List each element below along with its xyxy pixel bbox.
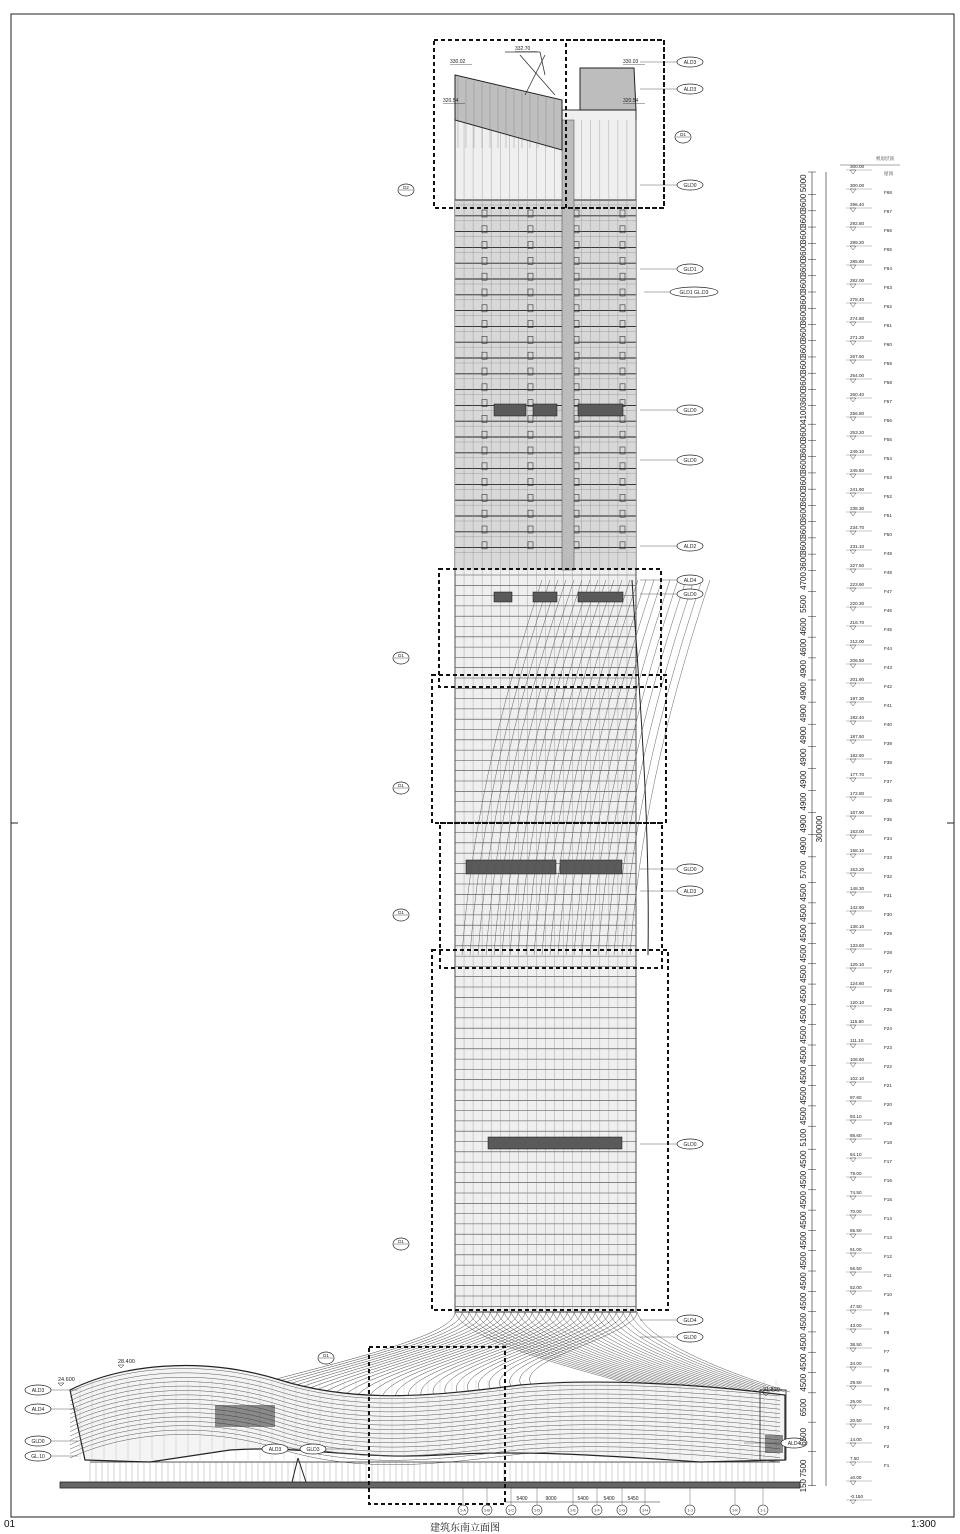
level-name: F4 — [884, 1406, 890, 1411]
level-elevation: 245.50 — [850, 468, 865, 473]
storey-height: 4900 — [799, 770, 808, 789]
sheet-title-bar — [0, 1519, 960, 1533]
storey-height: 4600 — [799, 617, 808, 636]
level-elevation: 158.10 — [850, 848, 865, 853]
level-elevation: 271.20 — [850, 335, 865, 340]
callout-label: GLD0 — [683, 1335, 697, 1341]
storey-height: 3600 — [799, 439, 808, 458]
storey-height: 3600 — [799, 274, 808, 293]
storey-height: 3600 — [799, 520, 808, 539]
level-elevation: 84.10 — [850, 1152, 862, 1157]
storey-height: 4500 — [799, 1066, 808, 1085]
callout-label: ALD2 — [683, 544, 697, 550]
level-elevation: 56.50 — [850, 1266, 862, 1271]
storey-height: 4500 — [799, 1333, 808, 1351]
level-elevation: 187.50 — [850, 734, 865, 739]
level-name: F60 — [884, 342, 892, 347]
top-elevation: 332.70 — [515, 46, 531, 52]
level-name: F2 — [884, 1444, 890, 1449]
sheet-scale: 1:300 — [910, 1519, 936, 1530]
callout-label: GLD3 — [306, 1447, 320, 1453]
level-name: F13 — [884, 1235, 892, 1240]
level-name: F40 — [884, 722, 892, 727]
level-name: F48 — [884, 570, 892, 575]
callout-label: GLD0 — [683, 458, 697, 464]
level-name: F55 — [884, 437, 892, 442]
level-elevation: 177.70 — [850, 772, 865, 777]
level-elevation: 111.10 — [850, 1038, 864, 1043]
podium-elevation: 28.400 — [118, 1359, 135, 1365]
level-name: F26 — [884, 988, 892, 993]
level-elevation: 142.60 — [850, 905, 865, 910]
storey-height: 3600 — [799, 291, 808, 310]
level-elevation: 182.60 — [850, 753, 865, 758]
grid-axis-label: 1-K — [732, 1508, 738, 1513]
level-name: F52 — [884, 494, 892, 499]
level-name: F46 — [884, 608, 892, 613]
callout-label: GLD4 — [683, 1318, 697, 1324]
callout-label: GLD0 — [683, 408, 697, 414]
storey-height: 5700 — [799, 860, 808, 879]
level-name: F24 — [884, 1026, 892, 1031]
storey-height: 4500 — [799, 1211, 808, 1230]
storey-height: 4900 — [799, 682, 808, 700]
level-elevation: 61.00 — [850, 1247, 862, 1252]
callout-label: ALD4 — [683, 578, 697, 584]
grid-axis-label: 1-F — [594, 1508, 600, 1513]
storey-height: 3600 — [799, 210, 808, 228]
level-name: F62 — [884, 304, 892, 309]
level-elevation: 220.30 — [850, 601, 865, 606]
storey-height: 4100 — [799, 406, 808, 424]
level-name: F65 — [884, 247, 892, 252]
level-name: F19 — [884, 1121, 892, 1126]
storey-height: 4500 — [799, 1373, 808, 1392]
level-elevation: 129.10 — [850, 962, 865, 967]
level-elevation: 241.90 — [850, 487, 865, 492]
callout-label: GLD0 — [31, 1439, 45, 1445]
callout-label: ALD4 — [31, 1407, 45, 1413]
level-elevation: 197.30 — [850, 696, 865, 701]
storey-height: 3600 — [799, 339, 808, 358]
level-elevation: 292.80 — [850, 221, 865, 226]
storey-height: 4500 — [799, 924, 808, 943]
storey-height: 5100 — [799, 1128, 808, 1147]
overall-height: 300000 — [815, 815, 824, 843]
level-elevation: 133.60 — [850, 943, 865, 948]
level-elevation: 38.50 — [850, 1342, 862, 1347]
level-name: F64 — [884, 266, 892, 271]
callout-label: ALD3 — [683, 60, 697, 66]
grid-axis-label: 1-G — [618, 1508, 626, 1513]
top-elevation: 320.54 — [623, 98, 639, 104]
level-elevation: 124.60 — [850, 981, 865, 986]
level-elevation: 88.60 — [850, 1133, 862, 1138]
grid-axis-label: 1-A — [460, 1508, 466, 1513]
level-name: F28 — [884, 950, 892, 955]
level-elevation: 167.90 — [850, 810, 865, 815]
level-elevation: 238.30 — [850, 506, 865, 511]
callout-label: GLD1 GL.D3 — [679, 290, 709, 296]
level-elevation: 289.20 — [850, 240, 865, 245]
level-name: 屋顶 — [884, 171, 894, 176]
storey-height: 4500 — [799, 1107, 808, 1125]
level-name: F7 — [884, 1349, 890, 1354]
level-elevation: 120.10 — [850, 1000, 865, 1005]
podium-dark-patch — [215, 1405, 275, 1427]
level-name: F66 — [884, 228, 892, 233]
level-elevation: 148.30 — [850, 886, 865, 891]
level-elevation: 106.60 — [850, 1057, 865, 1062]
storey-height: 4500 — [799, 1272, 808, 1291]
storey-height: 3600 — [799, 193, 808, 212]
level-elevation: 274.80 — [850, 316, 865, 321]
level-name: F9 — [884, 1311, 890, 1316]
storey-height: 3600 — [799, 258, 808, 277]
grid-axis-label: 1-J — [687, 1508, 693, 1513]
level-name: F8 — [884, 1330, 890, 1335]
level-table-header: 机房层顶 — [876, 156, 894, 161]
level-name: F57 — [884, 399, 892, 404]
tower-facade-grid — [455, 120, 636, 1312]
level-name: F36 — [884, 798, 892, 803]
level-name: F37 — [884, 779, 892, 784]
storey-height: 4500 — [799, 1086, 808, 1105]
storey-height: 4900 — [799, 704, 808, 723]
podium-dark-patch — [765, 1435, 783, 1453]
storey-height: 3600 — [799, 537, 808, 555]
level-elevation: 34.00 — [850, 1361, 862, 1366]
level-elevation: 47.50 — [850, 1304, 862, 1309]
detail-ref-label: D1 — [398, 653, 404, 658]
level-elevation: 163.00 — [850, 829, 865, 834]
level-elevation: 52.00 — [850, 1285, 862, 1290]
storey-height: 4500 — [799, 904, 808, 922]
grid-axis-label: 1-L — [760, 1508, 766, 1513]
level-name: F34 — [884, 836, 892, 841]
level-name: F61 — [884, 323, 892, 328]
callout-label: GLD0 — [683, 183, 697, 189]
level-name: F23 — [884, 1045, 892, 1050]
detail-ref-label: D1 — [323, 1353, 329, 1358]
refuge-band — [494, 592, 512, 602]
top-elevation: 330.03 — [623, 59, 639, 65]
storey-height: 4600 — [799, 638, 808, 657]
level-elevation: 25.00 — [850, 1399, 862, 1404]
bottom-dim: 5400 — [603, 1496, 615, 1502]
level-elevation: 256.80 — [850, 411, 865, 416]
bottom-dim: 9000 — [545, 1496, 557, 1502]
level-elevation: 97.60 — [850, 1095, 862, 1100]
level-elevation: 212.00 — [850, 639, 865, 644]
storey-height: 6500 — [799, 1398, 808, 1417]
storey-height: 3600 — [799, 504, 808, 523]
refuge-band — [494, 404, 526, 416]
level-elevation: 206.50 — [850, 658, 865, 663]
detail-ref-label: D2 — [403, 185, 409, 190]
level-name: F54 — [884, 456, 892, 461]
grid-axis-label: 1-H — [641, 1508, 649, 1513]
storey-height: 4900 — [799, 726, 808, 745]
level-name: F32 — [884, 874, 892, 879]
storey-height: 3600 — [799, 226, 808, 245]
level-name: F30 — [884, 912, 892, 917]
level-name: F51 — [884, 513, 892, 518]
level-name: F12 — [884, 1254, 892, 1259]
grid-axis-label: 1-D — [533, 1508, 541, 1513]
grid-axis-label: 1-C — [507, 1508, 515, 1513]
storey-height: 3600 — [799, 323, 808, 342]
level-name: F18 — [884, 1140, 892, 1145]
level-name: F15 — [884, 1197, 892, 1202]
callout-label: GLD0 — [683, 592, 697, 598]
level-name: F68 — [884, 190, 892, 195]
top-elevation: 330.02 — [450, 59, 466, 65]
callout-label: ALD4 — [787, 1441, 801, 1447]
level-name: F22 — [884, 1064, 892, 1069]
level-name: F11 — [884, 1273, 892, 1278]
callout-label: ALD3 — [683, 889, 697, 895]
callout-label: GL.10 — [31, 1454, 45, 1460]
level-name: F45 — [884, 627, 892, 632]
grid-axis-label: 1-B — [484, 1508, 490, 1513]
level-name: F56 — [884, 418, 892, 423]
level-name: F31 — [884, 893, 892, 898]
level-elevation: 267.60 — [850, 354, 865, 359]
storey-height: 3600 — [799, 472, 808, 490]
ground-slab — [60, 1482, 800, 1488]
detail-ref-label: D1 — [680, 132, 686, 137]
level-name: F1 — [884, 1463, 890, 1468]
storey-height: 4900 — [799, 814, 808, 833]
level-name: F33 — [884, 855, 892, 860]
storey-height: 4700 — [799, 572, 808, 590]
level-elevation: 231.10 — [850, 544, 865, 549]
level-elevation: 93.10 — [850, 1114, 862, 1119]
level-elevation: 115.60 — [850, 1019, 864, 1024]
level-elevation: 278.40 — [850, 297, 865, 302]
refuge-band — [578, 404, 623, 416]
sheet-title: 建筑东南立面图 — [430, 1523, 500, 1534]
level-elevation: 296.40 — [850, 202, 865, 207]
callout-label: ALD3 — [683, 87, 697, 93]
storey-height: 4900 — [799, 660, 808, 678]
level-elevation: 79.00 — [850, 1171, 862, 1176]
storey-height: 3600 — [799, 488, 808, 507]
storey-height: 4900 — [799, 792, 808, 811]
level-elevation: 153.20 — [850, 867, 865, 872]
ground-line — [60, 1482, 800, 1488]
level-name: F14 — [884, 1216, 892, 1221]
level-elevation: 70.00 — [850, 1209, 862, 1214]
detail-ref-label: D1 — [398, 1239, 404, 1244]
storey-height: 6500 — [799, 1427, 808, 1446]
level-elevation: 172.80 — [850, 791, 865, 796]
storey-height: 5000 — [799, 174, 808, 193]
storey-height: 4500 — [799, 1170, 808, 1189]
level-elevation: 216.70 — [850, 620, 865, 625]
storey-height: 3600 — [799, 242, 808, 261]
callout-label: ALD3 — [31, 1388, 45, 1394]
level-name: F58 — [884, 380, 892, 385]
storey-height: 4500 — [799, 1191, 808, 1209]
storey-height: 3600 — [799, 356, 808, 374]
detail-ref-label: D1 — [398, 783, 404, 788]
storey-height: 4500 — [799, 1353, 808, 1372]
level-name: F35 — [884, 817, 892, 822]
level-elevation: 7.50 — [850, 1456, 859, 1461]
storey-height: 3600 — [799, 388, 808, 407]
storey-height: 4500 — [799, 965, 808, 983]
storey-height: 4500 — [799, 1046, 808, 1065]
level-elevation: 201.90 — [850, 677, 865, 682]
storey-height: 5500 — [799, 595, 808, 613]
storey-height: 3600 — [799, 455, 808, 474]
storey-height: 4500 — [799, 944, 808, 963]
storey-height: 3600 — [799, 423, 808, 442]
level-elevation: ±0.00 — [850, 1475, 862, 1480]
storey-height: 3600 — [799, 307, 808, 326]
sheet-number: 01 — [4, 1519, 16, 1530]
refuge-band — [533, 404, 557, 416]
callout-label: GLD1 — [683, 267, 697, 273]
refuge-band — [488, 1137, 622, 1149]
bottom-dim: 5400 — [577, 1496, 589, 1502]
level-elevation: 102.10 — [850, 1076, 865, 1081]
level-name: F50 — [884, 532, 892, 537]
level-elevation: 249.10 — [850, 449, 865, 454]
storey-height: 4500 — [799, 883, 808, 902]
top-elevation: 320.54 — [443, 98, 459, 104]
level-name: F41 — [884, 703, 892, 708]
storey-height: 150 — [799, 1478, 808, 1493]
storey-height: 4500 — [799, 1312, 808, 1331]
level-elevation: 138.10 — [850, 924, 865, 929]
storey-height: 4500 — [799, 1005, 808, 1024]
level-elevation: 223.90 — [850, 582, 865, 587]
storey-height: 7500 — [799, 1459, 808, 1478]
callout-label: GLD0 — [683, 867, 697, 873]
level-name: F67 — [884, 209, 892, 214]
level-name: F6 — [884, 1368, 890, 1373]
level-name: F29 — [884, 931, 892, 936]
level-name: F47 — [884, 589, 892, 594]
level-elevation: 300.00 — [850, 164, 865, 169]
storey-height: 4500 — [799, 1025, 808, 1044]
level-name: F17 — [884, 1159, 892, 1164]
storey-height: 3600 — [799, 372, 808, 391]
level-name: F44 — [884, 646, 892, 651]
level-name: F59 — [884, 361, 892, 366]
storey-height: 4500 — [799, 1150, 808, 1169]
level-elevation: 74.50 — [850, 1190, 862, 1195]
level-name: F21 — [884, 1083, 892, 1088]
level-elevation: 227.50 — [850, 563, 865, 568]
storey-height: 4500 — [799, 1292, 808, 1311]
level-name: F63 — [884, 285, 892, 290]
storey-height: 3600 — [799, 553, 808, 572]
level-elevation: 253.20 — [850, 430, 865, 435]
level-name: F10 — [884, 1292, 892, 1297]
level-name: F53 — [884, 475, 892, 480]
storey-height: 4500 — [799, 1231, 808, 1250]
grid-axis-label: 1-E — [570, 1508, 576, 1513]
level-elevation: -0.150 — [850, 1494, 864, 1499]
level-name: F16 — [884, 1178, 892, 1183]
level-name: F5 — [884, 1387, 890, 1392]
level-elevation: 282.00 — [850, 278, 865, 283]
level-elevation: 29.50 — [850, 1380, 862, 1385]
level-name: F3 — [884, 1425, 890, 1430]
level-elevation: 234.70 — [850, 525, 865, 530]
level-elevation: 192.40 — [850, 715, 865, 720]
level-elevation: 260.40 — [850, 392, 865, 397]
storey-height: 4500 — [799, 985, 808, 1004]
detail-ref-label: D1 — [398, 910, 404, 915]
podium-elevation: 21.820 — [763, 1387, 780, 1393]
level-elevation: 300.00 — [850, 183, 865, 188]
bottom-dim: 5400 — [516, 1496, 528, 1502]
storey-height: 4900 — [799, 836, 808, 855]
central-spine — [562, 120, 574, 570]
storey-height: 4900 — [799, 748, 808, 767]
level-name: F49 — [884, 551, 892, 556]
level-elevation: 285.60 — [850, 259, 865, 264]
callout-label: ALD3 — [268, 1447, 282, 1453]
level-name: F38 — [884, 760, 892, 765]
level-elevation: 20.50 — [850, 1418, 862, 1423]
bottom-dim: 5450 — [627, 1496, 639, 1502]
level-elevation: 264.00 — [850, 373, 865, 378]
level-name: F39 — [884, 741, 892, 746]
callout-label: GLD0 — [683, 1142, 697, 1148]
level-name: F42 — [884, 684, 892, 689]
level-name: F27 — [884, 969, 892, 974]
level-name: F43 — [884, 665, 892, 670]
level-elevation: 65.50 — [850, 1228, 862, 1233]
storey-height: 4500 — [799, 1251, 808, 1270]
level-name: F20 — [884, 1102, 892, 1107]
level-name: F25 — [884, 1007, 892, 1012]
level-elevation: 43.00 — [850, 1323, 862, 1328]
podium-elevation: 24.600 — [58, 1377, 75, 1383]
level-elevation: 14.00 — [850, 1437, 862, 1442]
